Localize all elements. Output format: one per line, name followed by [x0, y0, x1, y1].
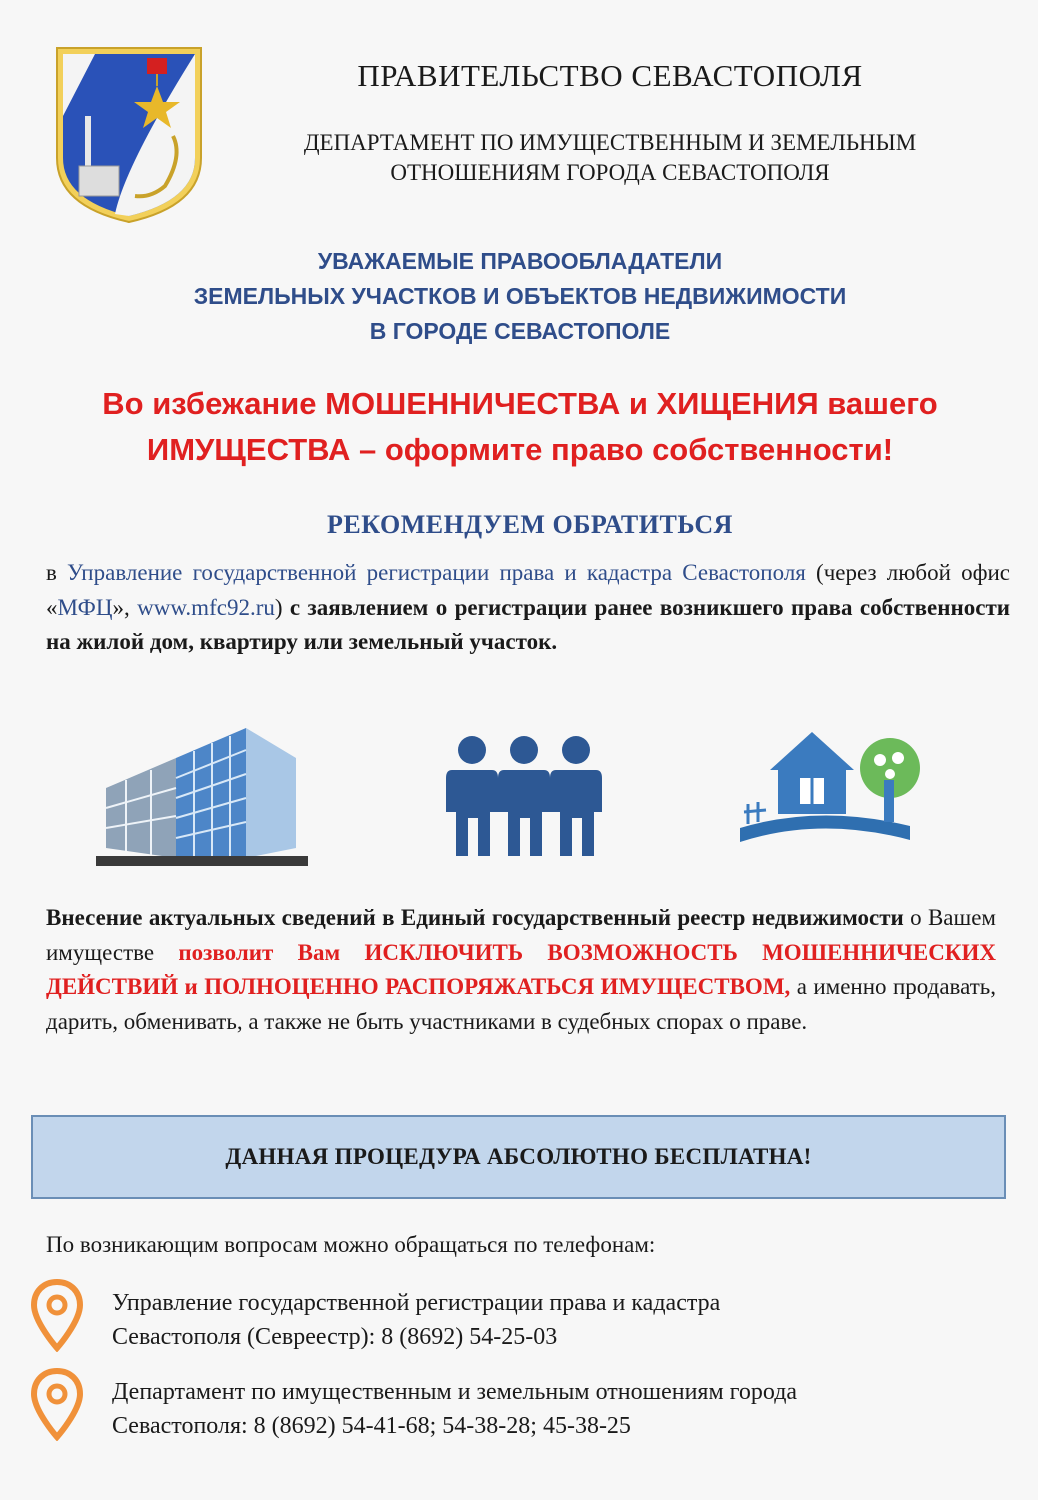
department-title: [230, 128, 990, 188]
contact-rosreestr-name: Управление государственной регистрации права и кадастра: [112, 1290, 721, 1316]
address-line-1: УВАЖАЕМЫЕ ПРАВООБЛАДАТЕЛИ: [317, 248, 723, 274]
recommend-title: РЕКОМЕНДУЕМ ОБРАТИТЬСЯ: [327, 510, 733, 539]
info-end: а именно продавать, дарить, обменивать, а также не быть участниками в судебных спорах о праве.: [46, 974, 996, 1034]
office-building-icon: [96, 718, 308, 868]
phones-intro: По возникающим вопросам можно обращаться по телефонам:: [46, 1232, 656, 1257]
address-line-3: В ГОРОДЕ СЕВАСТОПОЛЕ: [369, 318, 671, 344]
via-close: ): [274, 594, 290, 620]
location-pin-icon: [30, 1278, 84, 1352]
government-title: ПРАВИТЕЛЬСТВО СЕВАСТОПОЛЯ: [357, 58, 863, 93]
free-notice-box: [31, 1115, 1006, 1199]
department-line-1: ДЕПАРТАМЕНТ ПО ИМУЩЕСТВЕННЫМ И ЗЕМЕЛЬНЫМ: [303, 130, 917, 155]
contact-rosreestr: [112, 1286, 1012, 1354]
fraud-alert: [30, 381, 1010, 473]
recommend-prefix: в: [46, 560, 68, 585]
mfc-website-link[interactable]: www.mfc92.ru: [137, 594, 275, 620]
department-line-2: ОТНОШЕНИЯМ ГОРОДА СЕВАСТОПОЛЯ: [390, 160, 830, 185]
info-mid: о Вашем имуществе: [46, 905, 996, 965]
application-text: с заявлением о регистрации ранее возникшего права собственности на жилой дом, квартиру или земельный участок.: [46, 594, 1011, 654]
free-notice: ДАННАЯ ПРОЦЕДУРА АБСОЛЮТНО БЕСПЛАТНА!: [225, 1144, 812, 1169]
via-open: (через любой офис «: [46, 560, 1010, 620]
address-line-2: ЗЕМЕЛЬНЫХ УЧАСТКОВ И ОБЪЕКТОВ НЕДВИЖИМОСТИ: [193, 283, 847, 309]
registry-office-name: Управление государственной регистрации права и кадастра Севастополя: [67, 560, 806, 585]
recommend-paragraph: [46, 556, 1010, 660]
contact-department: [112, 1375, 1012, 1443]
address-heading: [60, 244, 980, 349]
alert-line-2: ИМУЩЕСТВА – оформите право собственности!: [146, 432, 894, 467]
mfc-name: МФЦ: [57, 594, 113, 620]
contact-department-name: Департамент по имущественным и земельным отношениям города: [112, 1379, 798, 1405]
via-mid: »,: [112, 594, 138, 620]
location-pin-icon: [30, 1367, 84, 1441]
house-with-tree-icon: [730, 720, 926, 850]
egrn-text: Внесение актуальных сведений в Единый государственный реестр недвижимости: [46, 905, 904, 930]
benefit-text: позволит Вам ИСКЛЮЧИТЬ ВОЗМОЖНОСТЬ МОШЕННИЧЕСКИХ ДЕЙСТВИЙ и ПОЛНОЦЕННО РАСПОРЯЖАТЬСЯ ИМУЩЕСТВОМ,: [46, 939, 996, 999]
contact-department-phone: Севастополя: 8 (8692) 54-41-68; 54-38-28; 45-38-25: [112, 1413, 631, 1439]
alert-line-1: Во избежание МОШЕННИЧЕСТВА и ХИЩЕНИЯ вашего: [102, 386, 938, 421]
contact-rosreestr-phone: Севастополя (Севреестр): 8 (8692) 54-25-03: [112, 1324, 558, 1350]
three-people-icon: [440, 728, 608, 860]
info-paragraph: [46, 901, 996, 1039]
coat-of-arms-icon: [55, 46, 203, 224]
